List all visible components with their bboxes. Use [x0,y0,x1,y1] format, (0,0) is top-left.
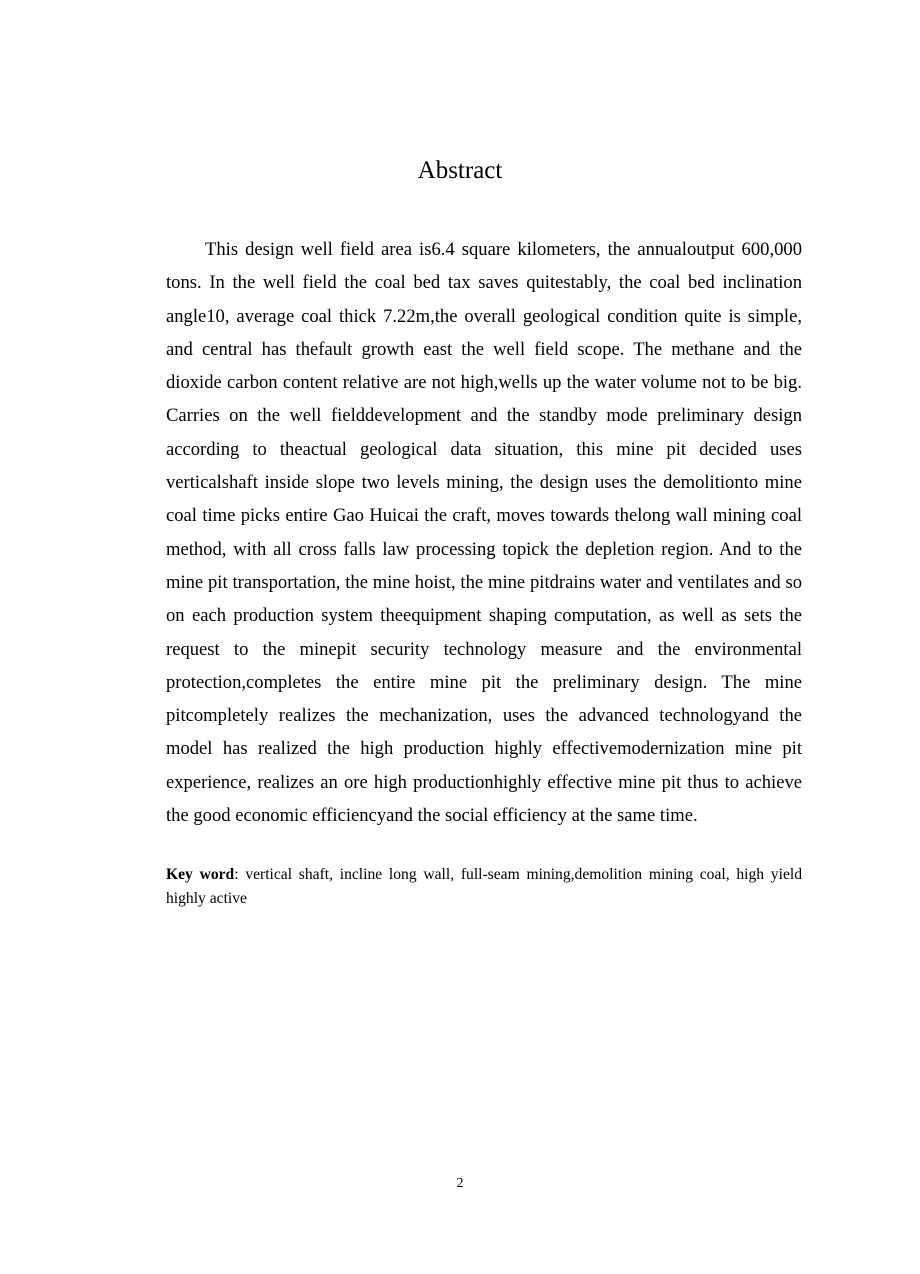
keywords-text: vertical shaft, incline long wall, full-seam mining,demolition mining coal, high yield highly active [166,866,802,907]
keywords-separator: : [234,866,246,883]
abstract-body: This design well field area is6.4 square kilometers, the annualoutput 600,000 tons. In the well field the coal bed tax saves quitestably, the coal bed inclination angle10, average coal thick 7.22m,the overall geological condition quite is simple, and central has thefault growth east the well field scope. The methane and the dioxide carbon content relative are not high,wells up the water volume not to be big. Carries on the well fielddevelopment and the standby mode preliminary design according to theactual geological data situation, this mine pit decided uses verticalshaft inside slope two levels mining, the design uses the demolitionto mine coal time picks entire Gao Huicai the craft, moves towards thelong wall mining coal method, with all cross falls law processing topick the depletion region. And to the mine pit transportation, the mine hoist, the mine pitdrains water and ventilates and so on each production system theequipment shaping computation, as well as sets the request to the minepit security technology measure and the environmental protection,completes the entire mine pit the preliminary design. The mine pitcompletely realizes the mechanization, uses the advanced technologyand the model has realized the high production highly effectivemodernization mine pit experience, realizes an ore high productionhighly effective mine pit thus to achieve the good economic efficiencyand the social efficiency at the same time. [166,239,802,827]
abstract-title: Abstract [417,157,503,184]
keywords-label: Key word [166,866,235,883]
keywords-line [166,863,802,911]
page-number: 2 [456,1176,464,1191]
